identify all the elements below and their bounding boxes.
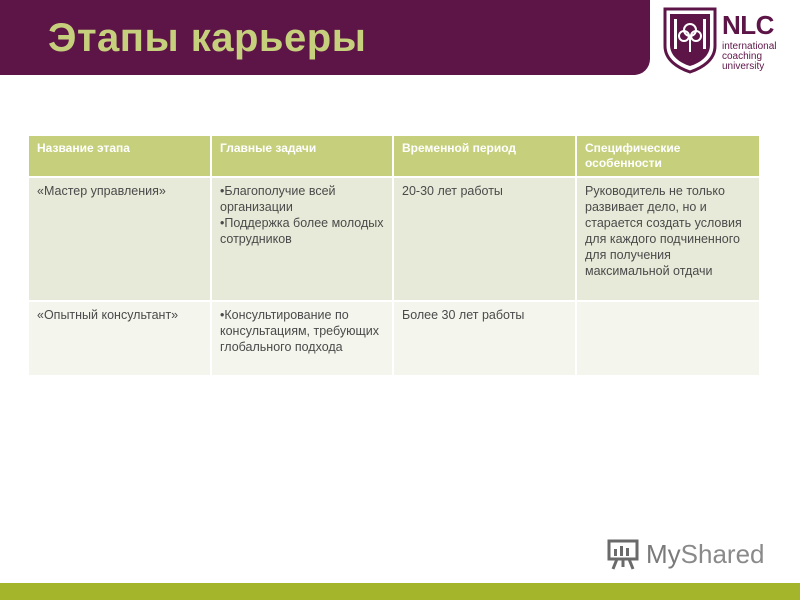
- logo-subtitle-line: university: [722, 61, 765, 72]
- period-cell: 20-30 лет работы: [393, 177, 576, 301]
- stage-name-cell: «Мастер управления»: [29, 177, 211, 301]
- logo-subtitle: [722, 42, 776, 72]
- features-cell: [576, 301, 759, 376]
- period-cell: Более 30 лет работы: [393, 301, 576, 376]
- column-header: Название этапа: [29, 136, 211, 177]
- logo-subtitle-line: international: [722, 41, 777, 52]
- footer-band: [0, 583, 800, 600]
- tasks-cell: [211, 301, 393, 376]
- logo-subtitle-line: coaching: [722, 51, 763, 62]
- tasks-cell: [211, 177, 393, 301]
- task-item: •Поддержка более молодых сотрудников: [220, 216, 384, 246]
- shield-tree-icon: [662, 6, 718, 74]
- features-cell: Руководитель не только развивает дело, но и старается создать условия для каждого подчиненного для получения максимальной отдачи: [576, 177, 759, 301]
- table-row: [29, 301, 759, 376]
- presentation-board-icon: [606, 537, 640, 571]
- task-item: •Благополучие всей организации: [220, 184, 336, 214]
- stage-name-cell: «Опытный консультант»: [29, 301, 211, 376]
- column-header: Главные задачи: [211, 136, 393, 177]
- slide-title: Этапы карьеры: [48, 16, 367, 60]
- column-header: Временной период: [393, 136, 576, 177]
- watermark-text: [646, 539, 765, 570]
- career-stages-table: [29, 136, 759, 377]
- table-header-row: [29, 136, 759, 177]
- task-item: •Консультирование по консультациям, требующих глобального подхода: [220, 308, 380, 354]
- nlc-logo: [662, 6, 796, 76]
- myshared-watermark: [606, 536, 766, 572]
- watermark-my: My: [646, 539, 681, 569]
- logo-name: NLC: [722, 10, 774, 40]
- table-row: [29, 177, 759, 301]
- watermark-shared: Shared: [680, 539, 765, 569]
- column-header: Специфические особенности: [576, 136, 759, 177]
